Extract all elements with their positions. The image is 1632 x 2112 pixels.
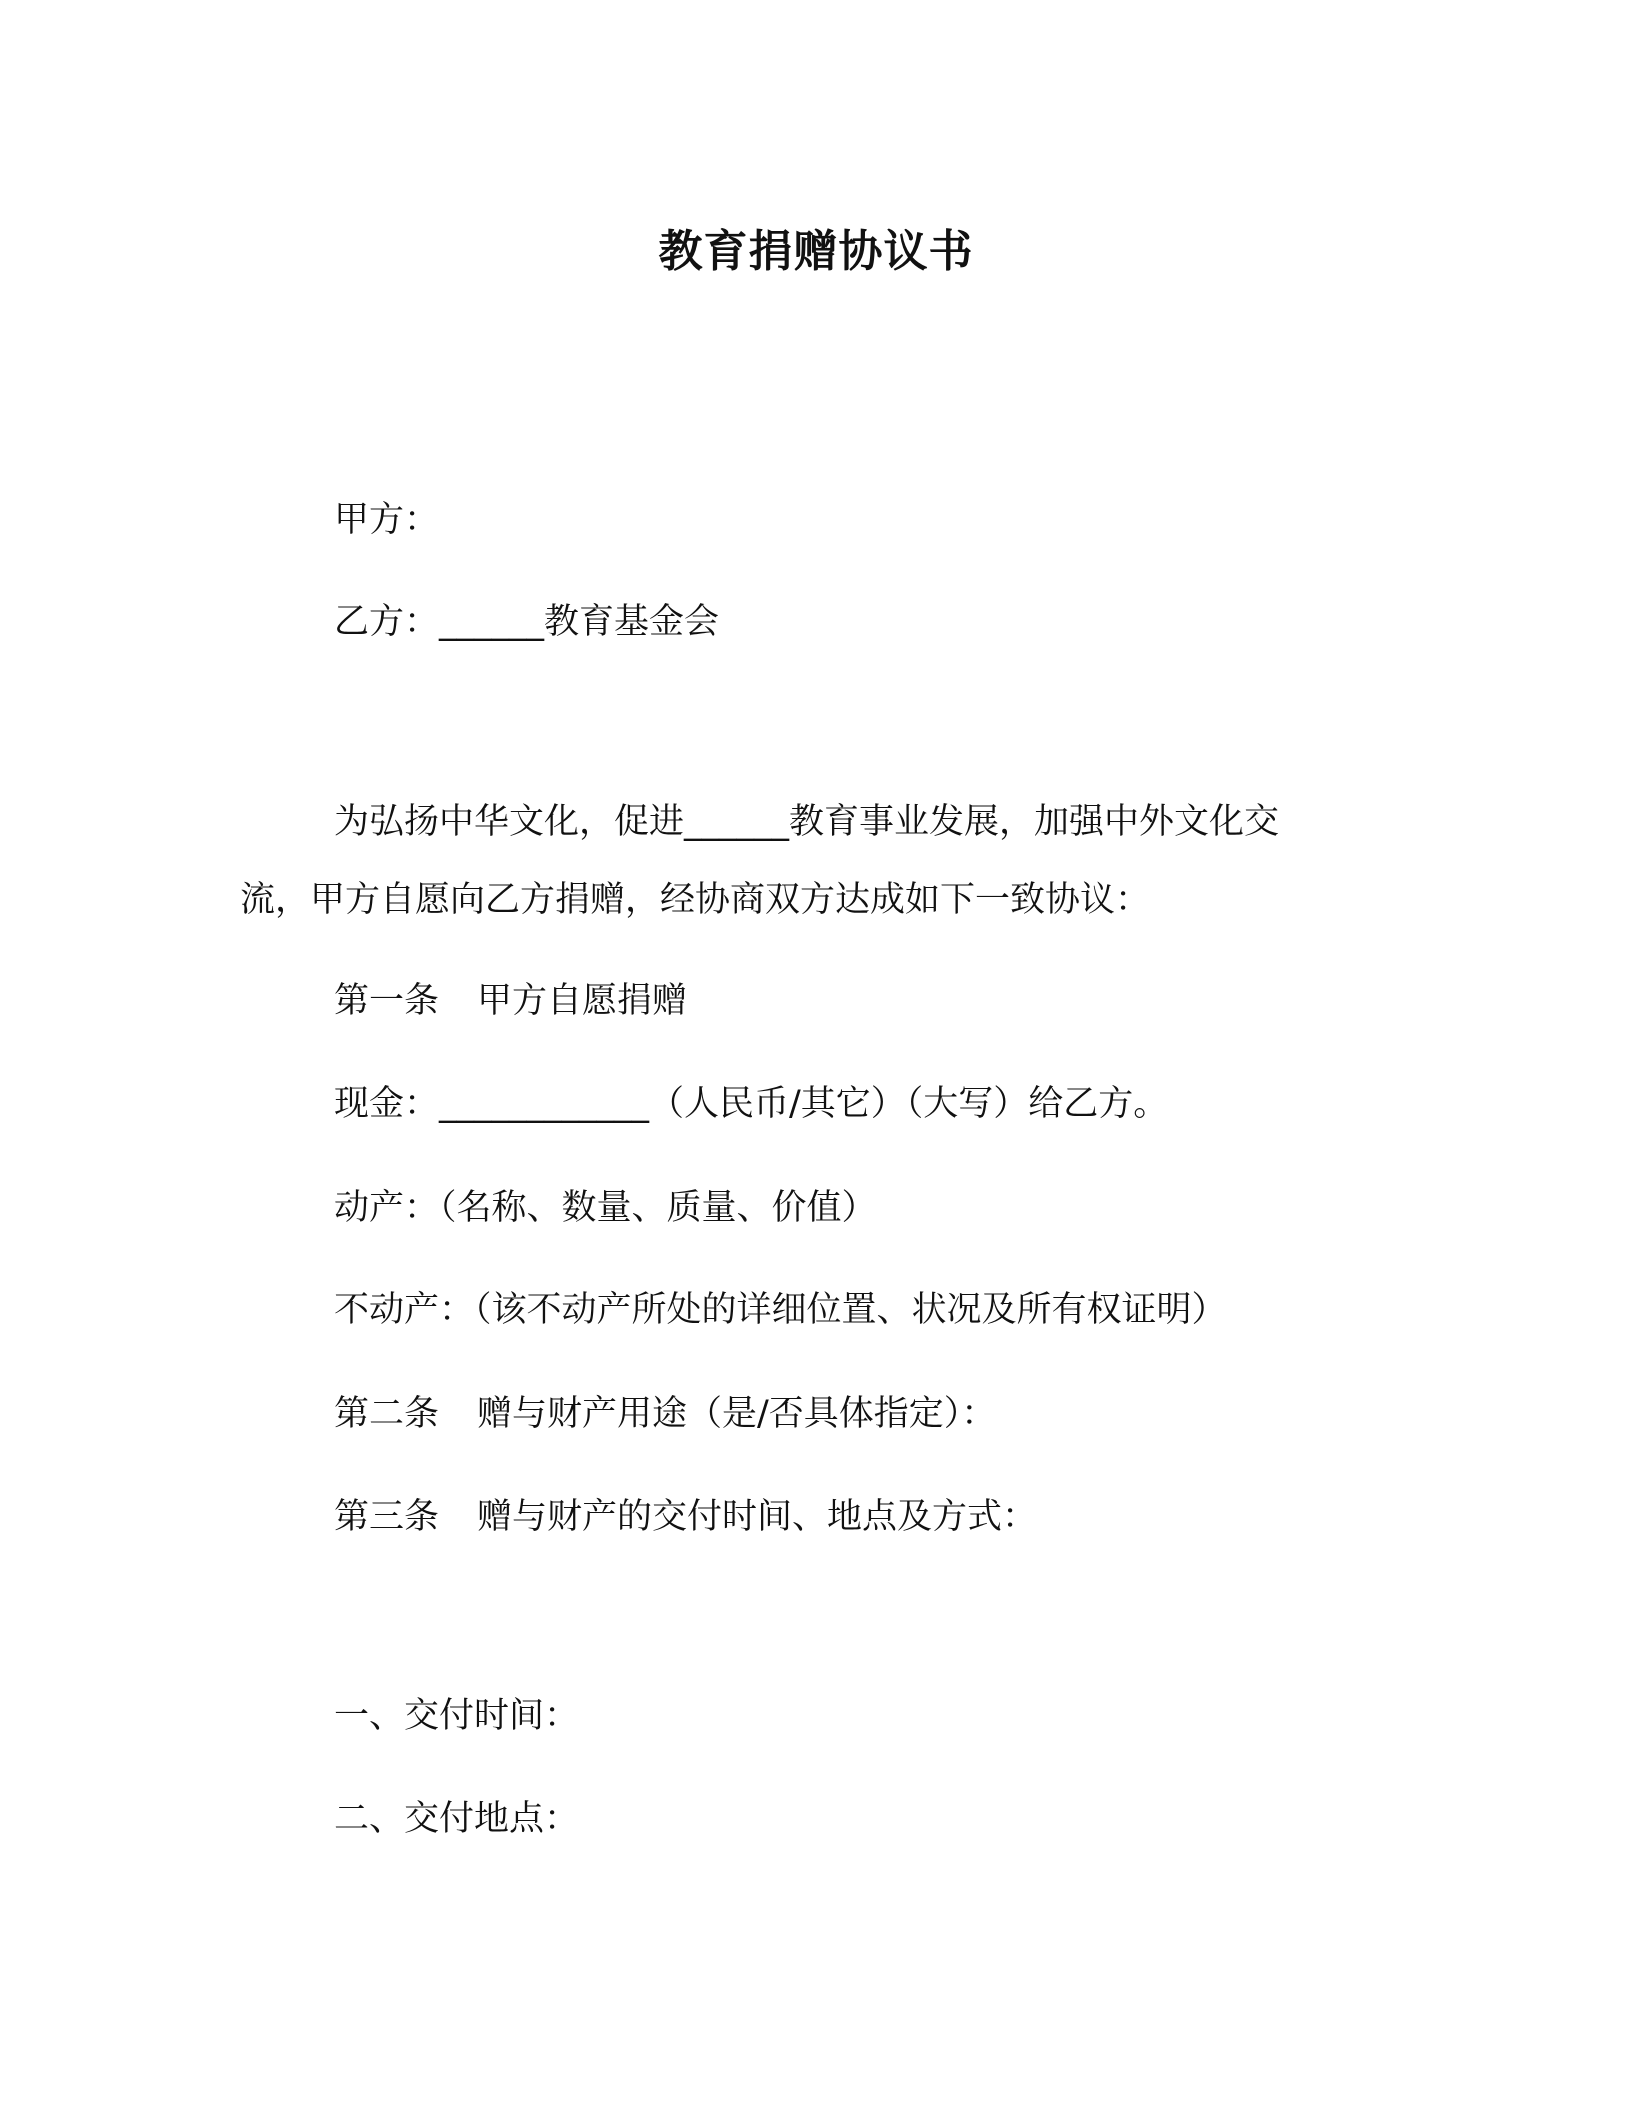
movable-property-line: 动产：（名称、数量、质量、价值） xyxy=(334,1188,877,1228)
article-1-number: 第一条 xyxy=(334,981,440,1021)
article-1-text: 甲方自愿捐赠 xyxy=(477,981,688,1021)
article-2-text: 赠与财产用途（是/否具体指定）： xyxy=(477,1394,997,1434)
article-3 xyxy=(334,1492,1037,1542)
intro-paragraph-line-2: 流，甲方自愿向乙方捐赠，经协商双方达成如下一致协议： xyxy=(240,880,1151,920)
delivery-place-line: 二、交付地点： xyxy=(334,1799,580,1839)
article-2-number: 第二条 xyxy=(334,1394,440,1434)
cash-line: 现金：____________（人民币/其它）（大写）给乙方。 xyxy=(334,1084,1169,1124)
document-title: 教育捐赠协议书 xyxy=(658,226,974,277)
article-1 xyxy=(334,976,687,1026)
delivery-time-line: 一、交付时间： xyxy=(334,1696,580,1736)
article-3-text: 赠与财产的交付时间、地点及方式： xyxy=(477,1497,1038,1537)
intro-paragraph-line-1: 为弘扬中华文化，促进______教育事业发展，加强中外文化交 xyxy=(334,802,1280,842)
article-2 xyxy=(334,1389,996,1439)
immovable-property-line: 不动产：（该不动产所处的详细位置、状况及所有权证明） xyxy=(334,1290,1227,1330)
article-3-number: 第三条 xyxy=(334,1497,440,1537)
party-a-line: 甲方： xyxy=(334,500,440,540)
party-b-line: 乙方：______教育基金会 xyxy=(334,602,720,642)
